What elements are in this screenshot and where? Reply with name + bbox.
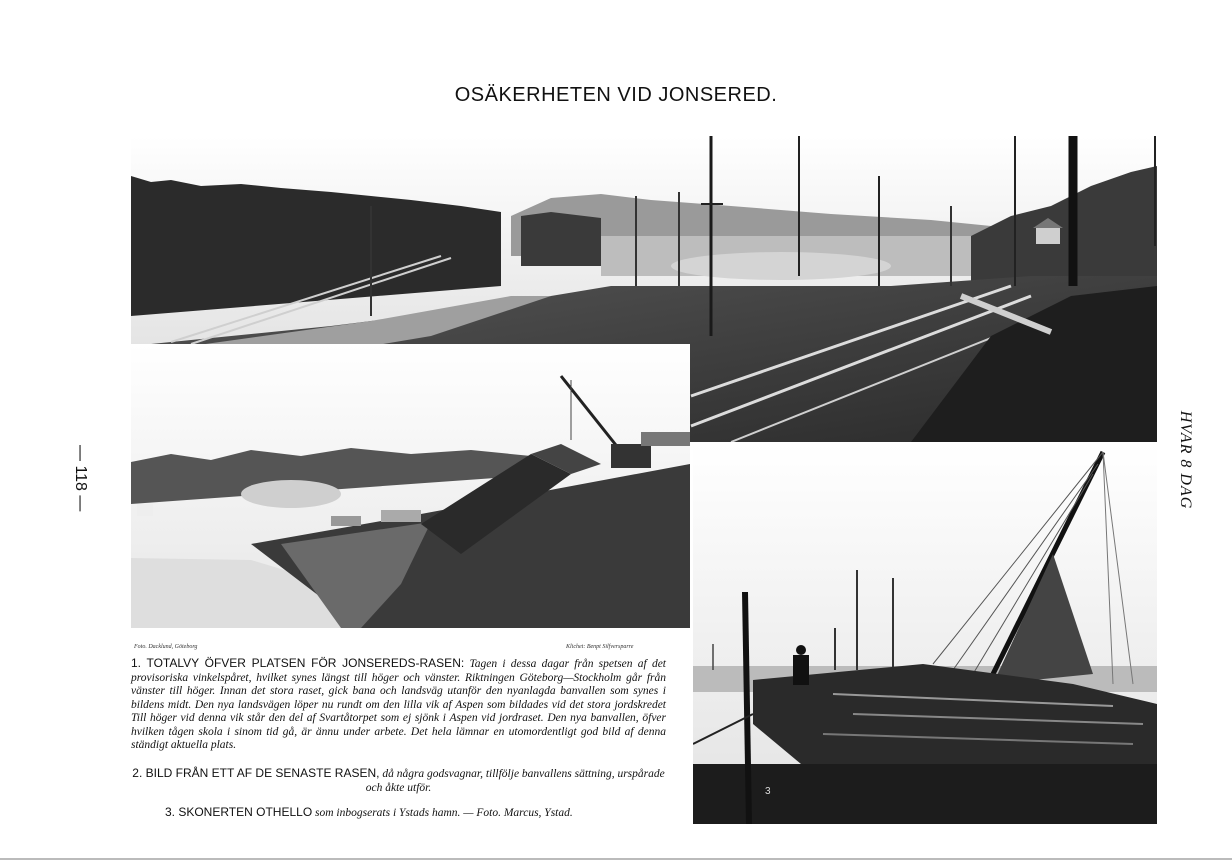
caption-3 bbox=[165, 806, 700, 821]
photo-credit-left: Foto. Dacklund, Göteborg bbox=[134, 644, 198, 650]
magazine-name: HVAR 8 DAG bbox=[1177, 410, 1194, 510]
caption-2 bbox=[131, 767, 666, 795]
photo-landslide-crane bbox=[131, 344, 690, 628]
photo-schooner-image bbox=[693, 444, 1157, 824]
photo-landslide-image bbox=[131, 344, 690, 628]
photo-credit-right: Klichet: Benpt Silfversparre bbox=[566, 644, 634, 650]
caption-1 bbox=[131, 657, 666, 753]
page-number: — 118 — bbox=[72, 445, 89, 512]
caption-2-head: 2. BILD FRÅN ETT AF DE SENASTE RASEN, bbox=[132, 766, 380, 780]
page-bottom-edge bbox=[0, 858, 1232, 860]
photo-schooner-othello bbox=[693, 444, 1157, 824]
caption-3-body: som inbogserats i Ystads hamn. — Foto. Marcus, Ystad. bbox=[315, 807, 573, 819]
photo3-number: 3 bbox=[765, 786, 771, 797]
caption-3-head: 3. SKONERTEN OTHELLO bbox=[165, 805, 313, 819]
caption-1-head: 1. TOTALVY ÖFVER PLATSEN FÖR JONSEREDS-RASEN: bbox=[131, 656, 465, 670]
caption-2-body: då några godsvagnar, tillfölje banvallens sättning, urspårade och åkte utför. bbox=[365, 768, 665, 794]
caption-1-body: Tagen i dessa dagar från spetsen af det provisoriska vinkelspåret, hvilket synes längst till höger och vänster. Riktningen Göteborg—Stockholm går från vänster till höger. Innan det stora raset, gick bana och landsväg utanför den nyanlagda banvallen som synes i bildens midt. Den nya landsvägen löper nu rundt om den lilla vik af Aspen som bildades vid det stora jordskredet Till höger vid denna vik står den del af Svartåtorpet som ej sjönk i Aspen vid jordraset. Den nya banvallen, öfver hvilken tågen skola i sinom tid gå, är ännu under arbete. Det hela lämnar en utomordentligt god bild af denna ständigt aktuella plats. bbox=[131, 658, 666, 751]
page-title: OSÄKERHETEN VID JONSERED. bbox=[454, 84, 778, 106]
